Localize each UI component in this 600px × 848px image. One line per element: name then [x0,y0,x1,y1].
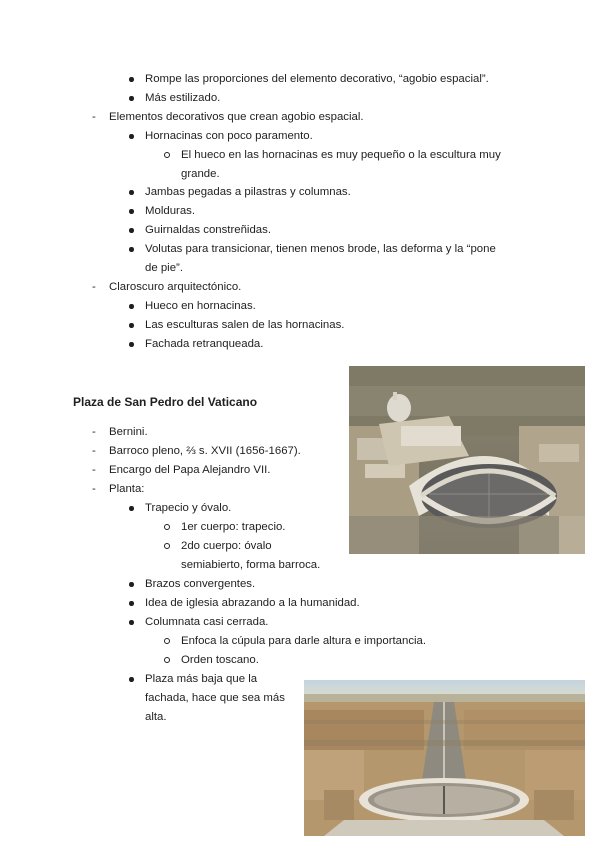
list-item: Plaza más baja que la [145,673,258,685]
list-item-continuation: de pie”. [145,262,183,274]
list-item: Molduras. [145,205,196,217]
bullet [129,228,134,233]
list-item: Enfoca la cúpula para darle altura e importancia. [181,635,427,647]
sub-bullet [164,657,170,663]
bullet [129,96,134,101]
dash-marker: - [92,464,96,476]
list-item-continuation: grande. [181,168,220,180]
bullet [129,190,134,195]
list-item-continuation: semiabierto, forma barroca. [181,559,321,571]
list-item: Trapecio y óvalo. [145,502,232,514]
bullet [129,323,134,328]
list-item: Encargo del Papa Alejandro VII. [109,464,271,476]
bullet [129,209,134,214]
list-item: 1er cuerpo: trapecio. [181,521,286,533]
list-item: 2do cuerpo: óvalo [181,540,272,552]
list-item: Volutas para transicionar, tienen menos brode, las deforma y la “pone [145,243,496,255]
aerial-photo-graphic [349,366,585,554]
aerial-photo-via-della-conciliazione [304,680,585,836]
sub-bullet [164,543,170,549]
list-item-continuation: alta. [145,711,167,723]
list-item: Guirnaldas constreñidas. [145,224,271,236]
list-item-continuation: fachada, hace que sea más [145,692,285,704]
list-item: Fachada retranqueada. [145,338,264,350]
sub-bullet [164,638,170,644]
bullet [129,342,134,347]
bullet [129,582,134,587]
bullet [129,601,134,606]
list-item: Idea de iglesia abrazando a la humanidad. [145,597,360,609]
list-item: Orden toscano. [181,654,259,666]
list-item: Hornacinas con poco paramento. [145,130,313,142]
list-item: El hueco en las hornacinas es muy pequeño o la escultura muy [181,149,501,161]
list-item: Columnata casi cerrada. [145,616,269,628]
dash-marker: - [92,111,96,123]
sub-bullet [164,152,170,158]
dash-marker: - [92,426,96,438]
list-item: Más estilizado. [145,92,221,104]
aerial-photo-plaza-san-pedro [349,366,585,554]
section-title: Plaza de San Pedro del Vaticano [73,395,258,409]
list-item: Elementos decorativos que crean agobio espacial. [109,111,364,123]
list-item: Planta: [109,483,145,495]
list-item: Bernini. [109,426,148,438]
aerial-photo-graphic [304,680,585,836]
bullet [129,620,134,625]
bullet [129,77,134,82]
bullet [129,247,134,252]
bullet [129,506,134,511]
bullet [129,304,134,309]
list-item: Las esculturas salen de las hornacinas. [145,319,345,331]
list-item: Hueco en hornacinas. [145,300,256,312]
dash-marker: - [92,445,96,457]
list-item: Rompe las proporciones del elemento decorativo, “agobio espacial”. [145,73,489,85]
sub-bullet [164,524,170,530]
dash-marker: - [92,281,96,293]
list-item: Claroscuro arquitectónico. [109,281,242,293]
dash-marker: - [92,483,96,495]
list-item: Barroco pleno, ⅔ s. XVII (1656-1667). [109,445,301,457]
bullet [129,134,134,139]
list-item: Brazos convergentes. [145,578,256,590]
bullet [129,677,134,682]
list-item: Jambas pegadas a pilastras y columnas. [145,186,351,198]
